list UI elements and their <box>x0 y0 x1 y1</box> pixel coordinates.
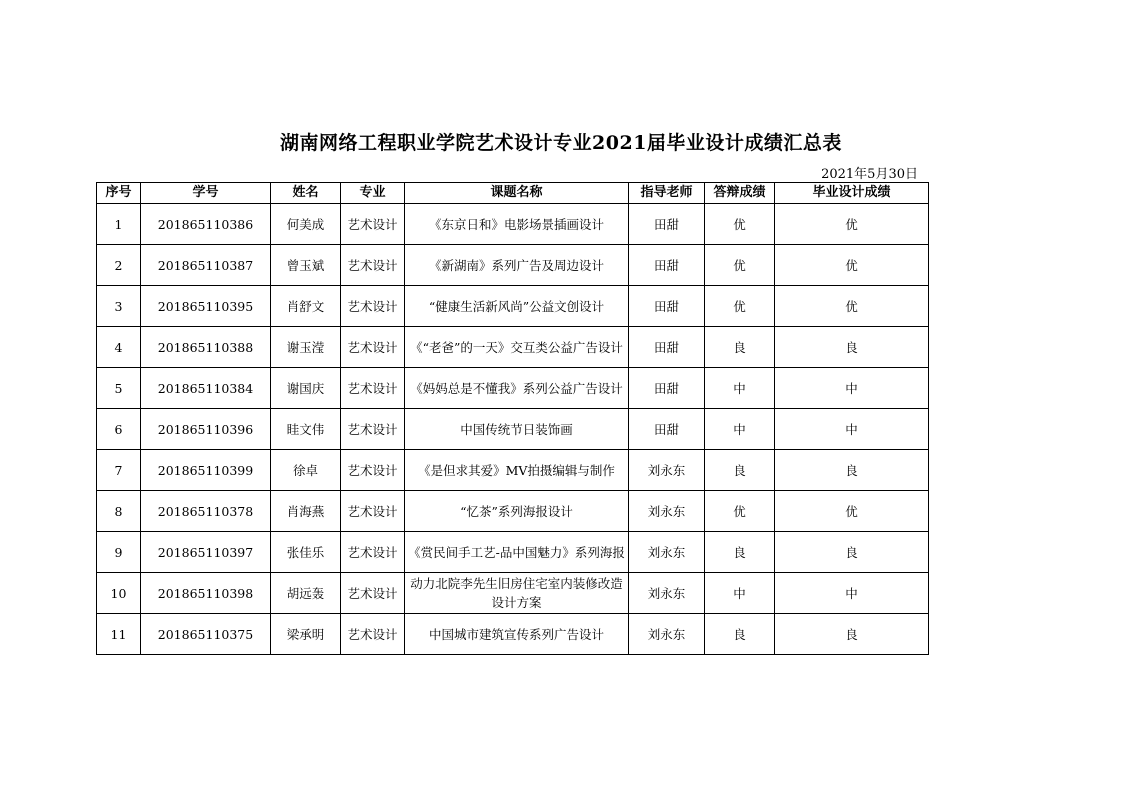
cell-student-id: 201865110388 <box>141 327 271 368</box>
cell-topic: 中国传统节日装饰画 <box>405 409 629 450</box>
cell-final-grade: 优 <box>775 245 929 286</box>
cell-defense-grade: 良 <box>705 327 775 368</box>
cell-index: 4 <box>97 327 141 368</box>
cell-name: 何美成 <box>271 204 341 245</box>
cell-topic: “忆茶”系列海报设计 <box>405 491 629 532</box>
cell-student-id: 201865110395 <box>141 286 271 327</box>
cell-final-grade: 良 <box>775 327 929 368</box>
cell-advisor: 田甜 <box>629 204 705 245</box>
cell-student-id: 201865110396 <box>141 409 271 450</box>
cell-index: 8 <box>97 491 141 532</box>
cell-major: 艺术设计 <box>341 245 405 286</box>
grades-table <box>96 182 929 655</box>
cell-advisor: 刘永东 <box>629 532 705 573</box>
header-name: 姓名 <box>271 183 341 204</box>
cell-defense-grade: 中 <box>705 368 775 409</box>
header-topic: 课题名称 <box>405 183 629 204</box>
cell-advisor: 田甜 <box>629 409 705 450</box>
cell-index: 11 <box>97 614 141 655</box>
cell-topic: 中国城市建筑宣传系列广告设计 <box>405 614 629 655</box>
cell-major: 艺术设计 <box>341 368 405 409</box>
cell-advisor: 刘永东 <box>629 614 705 655</box>
cell-topic: 《东京日和》电影场景插画设计 <box>405 204 629 245</box>
cell-defense-grade: 良 <box>705 450 775 491</box>
cell-name: 张佳乐 <box>271 532 341 573</box>
cell-major: 艺术设计 <box>341 450 405 491</box>
cell-name: 谢玉滢 <box>271 327 341 368</box>
header-major: 专业 <box>341 183 405 204</box>
cell-defense-grade: 良 <box>705 614 775 655</box>
header-student-id: 学号 <box>141 183 271 204</box>
cell-defense-grade: 优 <box>705 204 775 245</box>
cell-advisor: 田甜 <box>629 245 705 286</box>
table-row <box>97 614 929 655</box>
cell-major: 艺术设计 <box>341 532 405 573</box>
cell-advisor: 刘永东 <box>629 491 705 532</box>
cell-index: 6 <box>97 409 141 450</box>
cell-major: 艺术设计 <box>341 491 405 532</box>
cell-defense-grade: 中 <box>705 409 775 450</box>
cell-advisor: 田甜 <box>629 286 705 327</box>
table-row <box>97 245 929 286</box>
cell-student-id: 201865110397 <box>141 532 271 573</box>
cell-final-grade: 中 <box>775 409 929 450</box>
cell-topic: 《新湖南》系列广告及周边设计 <box>405 245 629 286</box>
table-row <box>97 286 929 327</box>
header-index: 序号 <box>97 183 141 204</box>
cell-defense-grade: 良 <box>705 532 775 573</box>
cell-index: 9 <box>97 532 141 573</box>
page-title: 湖南网络工程职业学院艺术设计专业2021届毕业设计成绩汇总表 <box>280 132 842 154</box>
cell-topic: 《妈妈总是不懂我》系列公益广告设计 <box>405 368 629 409</box>
cell-topic: “健康生活新风尚”公益文创设计 <box>405 286 629 327</box>
cell-final-grade: 中 <box>775 368 929 409</box>
report-date: 2021年5月30日 <box>821 167 918 182</box>
cell-advisor: 刘永东 <box>629 450 705 491</box>
cell-defense-grade: 中 <box>705 573 775 614</box>
table-row <box>97 327 929 368</box>
cell-major: 艺术设计 <box>341 327 405 368</box>
cell-final-grade: 中 <box>775 573 929 614</box>
cell-name: 谢国庆 <box>271 368 341 409</box>
cell-name: 曾玉斌 <box>271 245 341 286</box>
cell-index: 5 <box>97 368 141 409</box>
cell-defense-grade: 优 <box>705 491 775 532</box>
cell-index: 1 <box>97 204 141 245</box>
cell-major: 艺术设计 <box>341 614 405 655</box>
cell-name: 徐卓 <box>271 450 341 491</box>
cell-student-id: 201865110398 <box>141 573 271 614</box>
cell-name: 眭文伟 <box>271 409 341 450</box>
cell-final-grade: 优 <box>775 491 929 532</box>
cell-index: 7 <box>97 450 141 491</box>
cell-advisor: 刘永东 <box>629 573 705 614</box>
cell-final-grade: 良 <box>775 450 929 491</box>
table-row <box>97 368 929 409</box>
cell-student-id: 201865110378 <box>141 491 271 532</box>
cell-index: 10 <box>97 573 141 614</box>
cell-student-id: 201865110386 <box>141 204 271 245</box>
cell-topic: 《是但求其爱》MV拍摄编辑与制作 <box>405 450 629 491</box>
cell-major: 艺术设计 <box>341 573 405 614</box>
table-header-row <box>97 183 929 204</box>
cell-student-id: 201865110384 <box>141 368 271 409</box>
table-row <box>97 409 929 450</box>
cell-final-grade: 良 <box>775 532 929 573</box>
table-row <box>97 491 929 532</box>
cell-final-grade: 优 <box>775 286 929 327</box>
cell-major: 艺术设计 <box>341 409 405 450</box>
header-defense-grade: 答辩成绩 <box>705 183 775 204</box>
cell-index: 3 <box>97 286 141 327</box>
cell-student-id: 201865110387 <box>141 245 271 286</box>
cell-major: 艺术设计 <box>341 204 405 245</box>
cell-defense-grade: 优 <box>705 286 775 327</box>
cell-index: 2 <box>97 245 141 286</box>
cell-advisor: 田甜 <box>629 368 705 409</box>
cell-topic: 《赏民间手工艺-品中国魅力》系列海报 <box>405 532 629 573</box>
cell-topic: 动力北院李先生旧房住宅室内装修改造设计方案 <box>405 573 629 614</box>
cell-final-grade: 优 <box>775 204 929 245</box>
cell-name: 肖海燕 <box>271 491 341 532</box>
cell-defense-grade: 优 <box>705 245 775 286</box>
cell-final-grade: 良 <box>775 614 929 655</box>
cell-topic: 《“老爸”的一天》交互类公益广告设计 <box>405 327 629 368</box>
table-row <box>97 204 929 245</box>
cell-student-id: 201865110399 <box>141 450 271 491</box>
header-advisor: 指导老师 <box>629 183 705 204</box>
cell-major: 艺术设计 <box>341 286 405 327</box>
cell-student-id: 201865110375 <box>141 614 271 655</box>
table-row <box>97 532 929 573</box>
cell-name: 肖舒文 <box>271 286 341 327</box>
cell-name: 梁承明 <box>271 614 341 655</box>
cell-advisor: 田甜 <box>629 327 705 368</box>
header-final-grade: 毕业设计成绩 <box>775 183 929 204</box>
table-row <box>97 573 929 614</box>
cell-name: 胡远轰 <box>271 573 341 614</box>
table-row <box>97 450 929 491</box>
